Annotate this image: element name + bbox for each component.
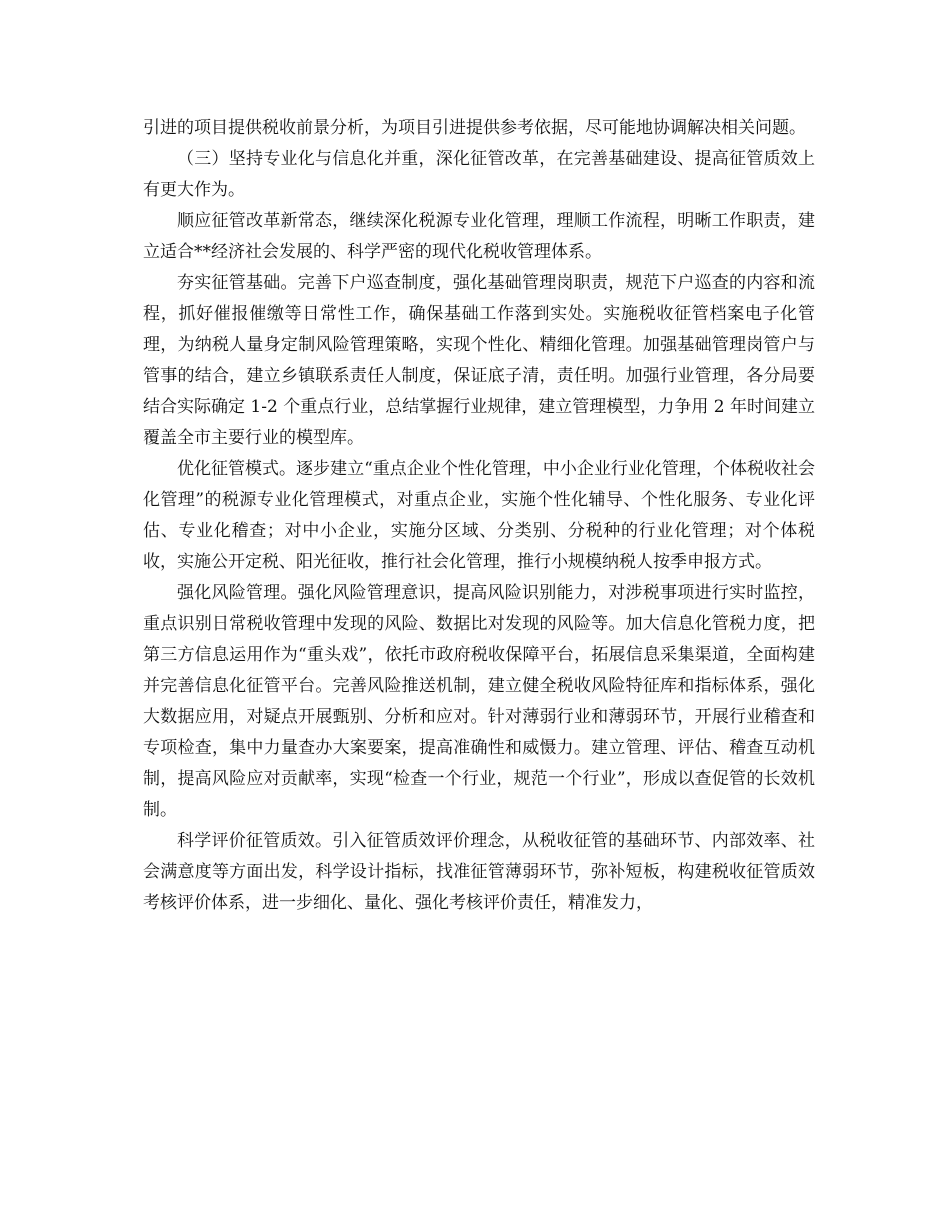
document-body: [143, 113, 815, 919]
paragraph-foundation: 夯实征管基础。完善下户巡查制度，强化基础管理岗职责，规范下户巡查的内容和流程，抓好催报催缴等日常性工作，确保基础工作落到实处。实施税收征管档案电子化管理，为纳税人量身定制风险管理策略，实现个性化、精细化管理。加强基础管理岗管户与管事的结合，建立乡镇联系责任人制度，保证底子清，责任明。加强行业管理，各分局要结合实际确定 1-2 个重点行业，总结掌握行业规律，建立管理模型，力争用 2 年时间建立覆盖全市主要行业的模型库。: [143, 273, 815, 448]
paragraph-risk: 强化风险管理。强化风险管理意识，提高风险识别能力，对涉税事项进行实时监控，重点识别日常税收管理中发现的风险、数据比对发现的风险等。加大信息化管税力度，把第三方信息运用作为“重头戏”，依托市政府税收保障平台，拓展信息采集渠道，全面构建并完善信息化征管平台。完善风险推送机制，建立健全税收风险特征库和指标体系，强化大数据应用，对疑点开展甄别、分析和应对。针对薄弱行业和薄弱环节，开展行业稽查和专项检查，集中力量查办大案要案，提高准确性和威慑力。建立管理、评估、稽查互动机制，提高风险应对贡献率，实现“检查一个行业，规范一个行业”，形成以查促管的长效机制。: [143, 583, 815, 820]
paragraph-intro: 顺应征管改革新常态，继续深化税源专业化管理，理顺工作流程，明晰工作职责，建立适合**经济社会发展的、科学严密的现代化税收管理体系。: [143, 211, 815, 262]
section-heading: （三）坚持专业化与信息化并重，深化征管改革，在完善基础建设、提高征管质效上有更大作为。: [143, 149, 815, 200]
paragraph-continuation: 引进的项目提供税收前景分析，为项目引进提供参考依据，尽可能地协调解决相关问题。: [143, 118, 806, 138]
paragraph-evaluation: 科学评价征管质效。引入征管质效评价理念，从税收征管的基础环节、内部效率、社会满意度等方面出发，科学设计指标，找准征管薄弱环节，弥补短板，构建税收征管质效考核评价体系，进一步细化、量化、强化考核评价责任，精准发力，: [143, 831, 815, 913]
paragraph-mode: 优化征管模式。逐步建立“重点企业个性化管理，中小企业行业化管理，个体税收社会化管理”的税源专业化管理模式，对重点企业，实施个性化辅导、个性化服务、专业化评估、专业化稽查；对中小企业，实施分区域、分类别、分税种的行业化管理；对个体税收，实施公开定税、阳光征收，推行社会化管理，推行小规模纳税人按季申报方式。: [143, 459, 815, 572]
